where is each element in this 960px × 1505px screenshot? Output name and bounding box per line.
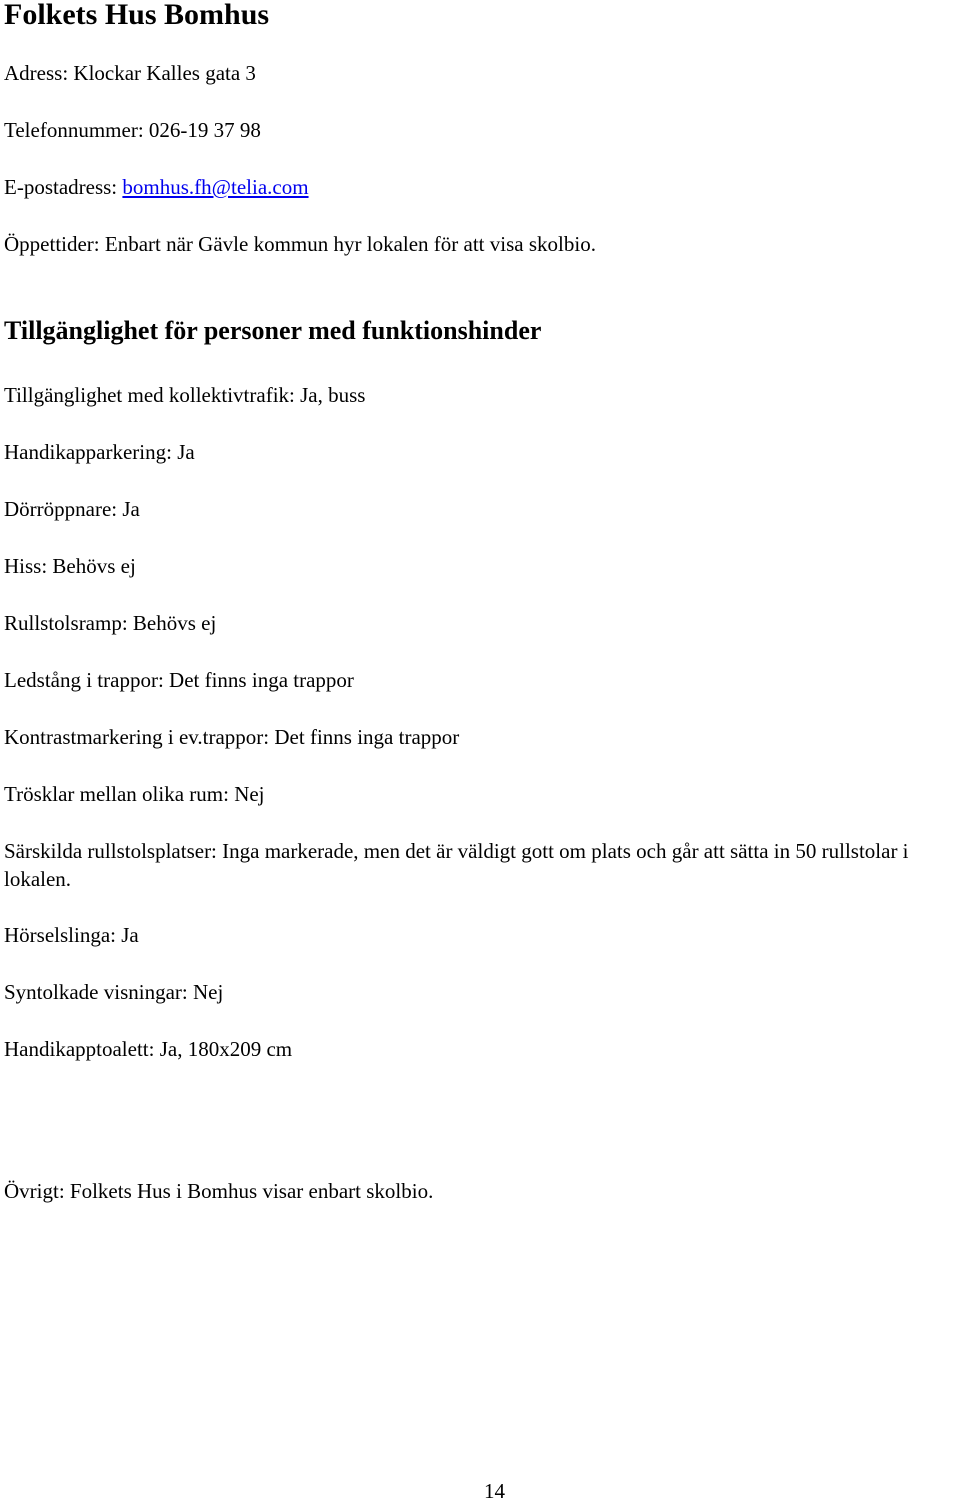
accessibility-item-disabled-parking: Handikapparkering: Ja: [4, 440, 195, 464]
accessibility-item-accessible-toilet: Handikapptoalett: Ja, 180x209 cm: [4, 1037, 293, 1061]
accessibility-item-thresholds: Trösklar mellan olika rum: Nej: [4, 782, 265, 806]
phone-line: Telefonnummer: 026-19 37 98: [4, 118, 261, 142]
email-label: E-postadress:: [4, 175, 123, 199]
other-info-line: Övrigt: Folkets Hus i Bomhus visar enbart skolbio.: [4, 1179, 434, 1203]
accessibility-item-contrast-marking: Kontrastmarkering i ev.trappor: Det finns inga trappor: [4, 725, 460, 749]
page-number: 14: [484, 1479, 505, 1503]
accessibility-item-wheelchair-spaces: Särskilda rullstolsplatser: Inga markerade, men det är väldigt gott om plats och går att sätta in 50 rullstolar i lokalen.: [4, 839, 909, 891]
accessibility-item-audio-description: Syntolkade visningar: Nej: [4, 980, 224, 1004]
accessibility-item-public-transport: Tillgänglighet med kollektivtrafik: Ja, buss: [4, 383, 366, 407]
accessibility-item-door-opener: Dörröppnare: Ja: [4, 497, 140, 521]
accessibility-item-wheelchair-ramp: Rullstolsramp: Behövs ej: [4, 611, 217, 635]
accessibility-item-hearing-loop: Hörselslinga: Ja: [4, 923, 139, 947]
accessibility-item-handrail: Ledstång i trappor: Det finns inga trappor: [4, 668, 354, 692]
accessibility-heading: Tillgänglighet för personer med funktionshinder: [4, 316, 542, 345]
email-line: [4, 173, 309, 201]
page-title: Folkets Hus Bomhus: [4, 0, 270, 31]
address-line: Adress: Klockar Kalles gata 3: [4, 61, 256, 85]
accessibility-item-elevator: Hiss: Behövs ej: [4, 554, 136, 578]
opening-hours-line: Öppettider: Enbart när Gävle kommun hyr lokalen för att visa skolbio.: [4, 232, 596, 256]
email-link[interactable]: bomhus.fh@telia.com: [122, 175, 309, 199]
